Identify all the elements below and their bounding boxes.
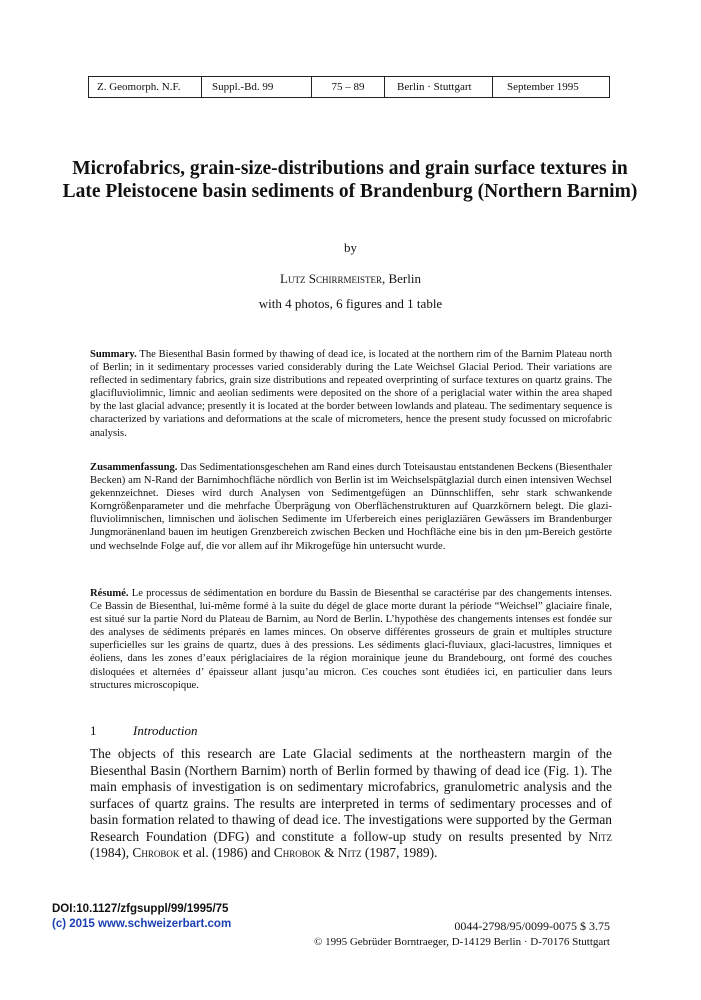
author-line [0,271,701,287]
intro-text-d: (1987, 1989). [361,845,438,860]
summary-lead: Summary. [90,349,137,360]
zusammenfassung-paragraph [90,461,612,553]
summary-text: The Biesenthal Basin formed by thawing of dead ice, is located at the northern rim of the Barnim Plateau north of Berlin; in it sedimentary processes varied considerably during the Late Weichsel Glacial Period. Their variations are reflected in sedimentary fabrics, grain size distributions and repeated overprinting of surface textures on quartz grains. The glacifluviolimnic, limnic and aeolian sediments were deposited on the shore of a periglacial water within the area shaped by the last glacial advance; presently it is located at the border between lowlands and plateau. The sedimentary sequence is characterized by variations and deformations at the scale of micrometers, hence the present study focussed on microfabric analysis. [90,349,612,439]
header-date: September 1995 [507,81,579,93]
resume-lead: Résumé. [90,588,129,599]
paper-title: Microfabrics, grain-size-distributions and grain surface textures in Late Pleistocene basin sediments of Brandenburg (Northern Barnim) [62,158,638,202]
header-suppl: Suppl.-Bd. 99 [202,77,312,97]
intro-text-c: et al. (1986) and [179,845,274,860]
doi-block [52,902,231,932]
figures-note: with 4 photos, 6 figures and 1 table [258,296,443,311]
zusammenfassung-text: Das Sedimentationsgeschehen am Rand eines durch Toteisaustau entstandenen Beckens (Biesenthaler Becken) am N-Rand der Barnimhochfläche nördlich von Berlin ist im Weichselspätglazial durch einen intensiven Wechsel gekennzeichnet. Dieses wird durch Analysen von Sedimentgefügen an Dünnschliffen, sehr stark schwankende Korngrößenparameter und die mehrfache Überprägung von Oberflächenstrukturen auf Quarzkörnern belegt. Die glazi-fluviolimnischen, limnischen und äolischen Sedimente im Uferbereich eines periglaziären Gewässers im Brandenburger Jungmoränenland bauen im heutigen Grenzbereich zwischen Becken und Hochfläche eine bis in den µm-Bereich gestörte und wechselnde Folge auf, die vor allem auf ihr Mikrogefüge hin untersucht wurde. [90,462,612,552]
by-line: by [344,240,357,255]
header-place: Berlin · Stuttgart [385,77,493,97]
ref-nitz: Nitz [588,828,612,844]
publisher-website-link[interactable]: (c) 2015 www.schweizerbart.com [52,918,232,930]
header-journal: Z. Geomorph. N.F. [89,77,202,97]
section-number: 1 [90,723,97,738]
copyright-line: © 1995 Gebrüder Borntraeger, D-14129 Berlin · D-70176 Stuttgart [314,936,610,948]
doi-link[interactable]: DOI:10.1127/zfgsuppl/99/1995/75 [52,903,229,915]
journal-header-box [88,76,610,98]
issn-price: 0044-2798/95/0099-0075 $ 3.75 [454,919,610,933]
author-city: , Berlin [381,271,421,286]
ref-chrobok: Chrobok [132,845,180,860]
intro-text-a: The objects of this research are Late Glacial sediments at the northeastern margin of the Biesenthal Basin (Northern Barnim) north of Berlin formed by thawing of dead ice (Fig. 1). The main emphasis of investigation is on sedimentary microfabrics, granulometric analysis and the surfaces of quartz grains. The results are interpreted in terms of sedimentary processes and of basin formation related to thawing of dead ice. The investigations were supported by the German Research Foundation (DFG) and constitute a follow-up study on results presented by [90,746,612,844]
section-title: Introduction [133,723,198,738]
resume-paragraph [90,587,612,692]
section-heading [90,723,390,739]
author-name: Lutz Schirrmeister [280,271,382,286]
intro-text-b: (1984), [90,845,133,860]
zusammenfassung-lead: Zusammenfassung. [90,462,178,473]
header-pages: 75 – 89 [312,77,385,97]
summary-paragraph [90,348,612,440]
resume-text: Le processus de sédimentation en bordure du Bassin de Biesenthal se caractérise par des changements intenses. Ce Bassin de Biesenthal, lui-même formé à la suite du dégel de glace morte durant la période “Weichsel” glaciaire finale, est situé sur la partie Nord du Plateau de Barnim, au Nord de Berlin. L’hypothèse des changements intenses est fondée sur des analyses de sédiments préparés en lames minces. On observe différentes grosseurs de grain et multiples structure superficielles sur les grains de quartz, dues à des pressions. Les sédiments glaci-fluviaux, glaci-lacustres, limniques et éoliens, dans les zones d’eaux périglaciaires de la région morainique jeune du Brandebourg, ont formé des couches disloquées et alternées d’ épaisseur allant jusqu’au micron. Ces couches sont étudiées ici, en particulier dans leurs structures microscopique. [90,588,612,691]
introduction-paragraph [90,746,612,862]
ref-chrobok-nitz: Chrobok & Nitz [273,845,362,860]
